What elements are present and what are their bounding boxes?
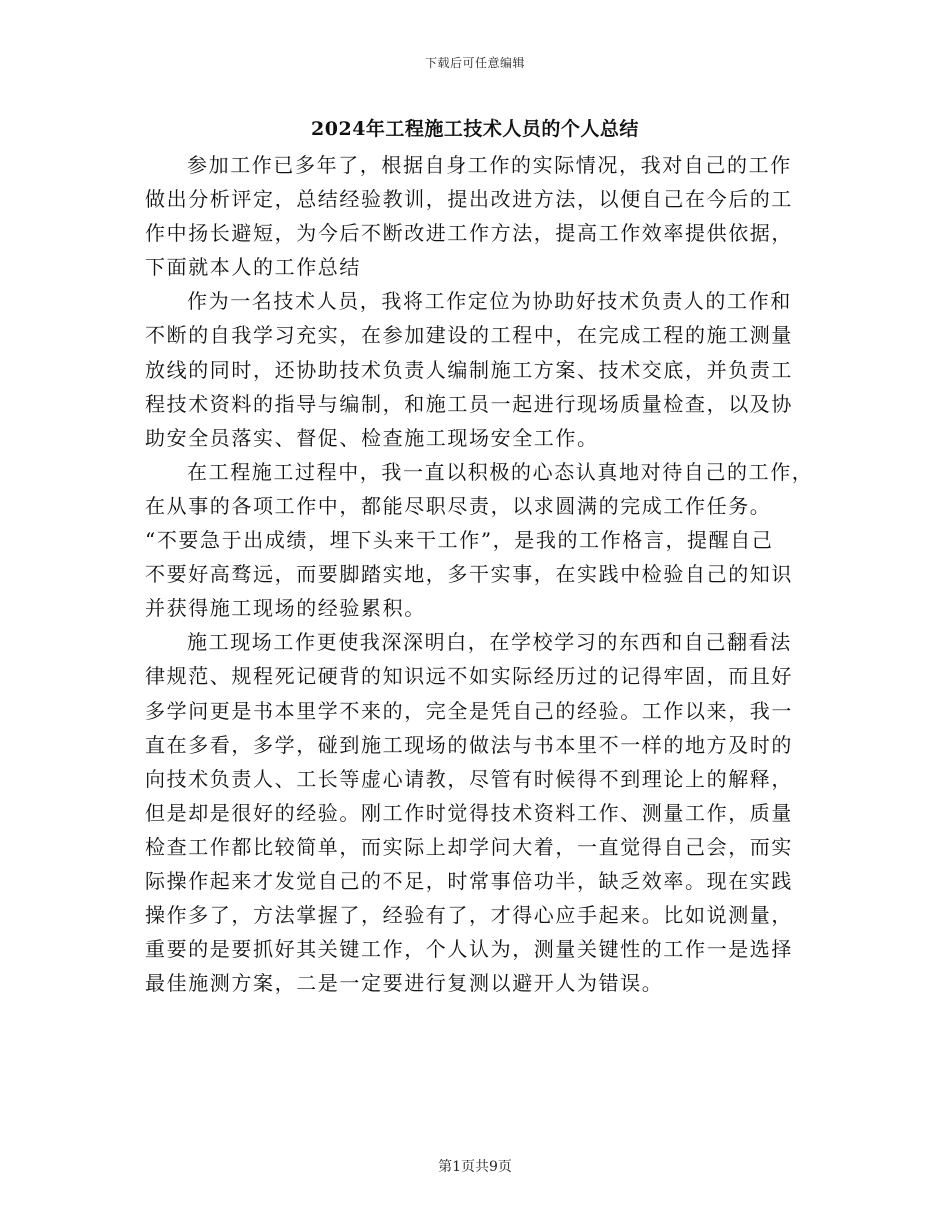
paragraph-3-line-1: 在工程施工过程中，我一直以积极的心态认真地对待自己的工作， — [187, 459, 814, 484]
paragraph-4-line-5: 向技术负责人、工长等虚心请教，尽管有时候得不到理论上的解释， — [145, 766, 793, 791]
paragraph-4-line-2: 律规范、规程死记硬背的知识远不如实际经历过的记得牢固，而且好 — [145, 664, 793, 689]
paragraph-1-line-3: 作中扬长避短，为今后不断改进工作方法，提高工作效率提供依据， — [145, 221, 793, 246]
paragraph-1-line-1: 参加工作已多年了，根据自身工作的实际情况，我对自己的工作 — [187, 153, 792, 177]
paragraph-4-line-3: 多学问更是书本里学不来的，完全是凭自己的经验。工作以来，我一 — [145, 698, 793, 723]
paragraph-2-line-5: 助安全员落实、督促、检查施工现场安全工作。 — [145, 425, 599, 450]
paragraph-2-line-4: 程技术资料的指导与编制，和施工员一起进行现场质量检查，以及协 — [145, 391, 793, 416]
paragraph-4-line-4: 直在多看，多学，碰到施工现场的做法与书本里不一样的地方及时的 — [145, 732, 793, 757]
paragraph-1-line-4: 下面就本人的工作总结 — [145, 255, 361, 280]
document-title: 2024年工程施工技术人员的个人总结 — [311, 118, 639, 140]
header-note: 下载后可任意编辑 — [424, 56, 525, 70]
paragraph-4-line-9: 操作多了，方法掌握了，经验有了，才得心应手起来。比如说测量， — [145, 903, 793, 928]
document-body — [145, 148, 814, 1000]
paragraph-4-line-1: 施工现场工作更使我深深明白，在学校学习的东西和自己翻看法 — [187, 630, 792, 655]
paragraph-3-line-2: 在从事的各项工作中，都能尽职尽责，以求圆满的完成工作任务。 — [145, 493, 772, 518]
paragraph-3-line-5: 并获得施工现场的经验累积。 — [145, 596, 426, 621]
page-number-footer: 第1页共9页 — [438, 1159, 512, 1175]
paragraph-4-line-10: 重要的是要抓好其关键工作，个人认为，测量关键性的工作一是选择 — [145, 937, 793, 962]
paragraph-1-line-2: 做出分析评定，总结经验教训，提出改进方法，以便自己在今后的工 — [145, 187, 793, 212]
paragraph-4-line-7: 检查工作都比较简单，而实际上却学问大着，一直觉得自己会，而实 — [145, 834, 793, 859]
paragraph-2-line-1: 作为一名技术人员，我将工作定位为协助好技术负责人的工作和 — [187, 289, 792, 314]
paragraph-4-line-6: 但是却是很好的经验。刚工作时觉得技术资料工作、测量工作，质量 — [145, 800, 793, 825]
paragraph-3-line-3: “不要急于出成绩，埋下头来干工作”，是我的工作格言，提醒自己 — [145, 528, 774, 553]
paragraph-4-line-8: 际操作起来才发觉自己的不足，时常事倍功半，缺乏效率。现在实践 — [145, 868, 793, 893]
paragraph-2-line-2: 不断的自我学习充实，在参加建设的工程中，在完成工程的施工测量 — [145, 323, 793, 348]
paragraph-4-line-11: 最佳施测方案，二是一定要进行复测以避开人为错误。 — [145, 971, 664, 996]
paragraph-3-line-4: 不要好高骛远，而要脚踏实地，多干实事，在实践中检验自己的知识 — [145, 562, 793, 587]
paragraph-2-line-3: 放线的同时，还协助技术负责人编制施工方案、技术交底，并负责工 — [145, 357, 793, 382]
